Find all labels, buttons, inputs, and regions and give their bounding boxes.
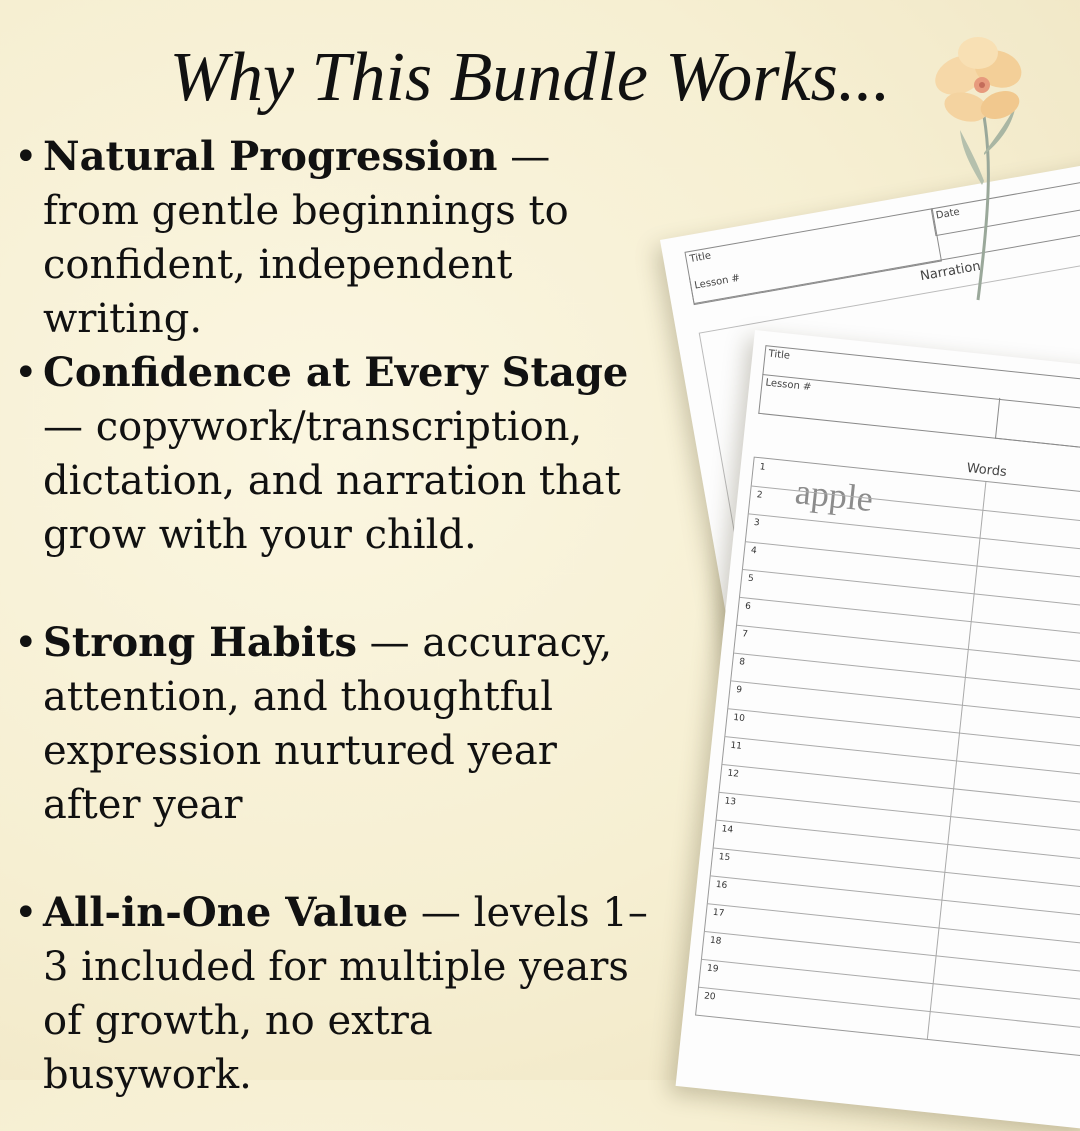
bullet-description: — from gentle beginnings to confident, independent writing. [43,134,569,342]
bullet-description: — levels 1–3 included for multiple years of growth, no extra busywork. [43,890,648,1098]
row-number: 20 [703,991,716,1003]
words-heading: Words [965,460,1008,481]
bullet-dot: • [14,350,38,396]
row-line [711,875,1080,920]
row-number: 15 [718,852,731,864]
row-number: 10 [732,712,746,725]
row-number: 6 [744,601,752,613]
date-label: Date [935,206,961,222]
bullet-description: — copywork/transcription, dictation, and narration that grow with your child. [43,404,621,558]
bullet-heading: All-in-One Value [43,889,409,936]
row-number: 1 [759,462,766,473]
title-label: Title [688,250,712,266]
row-line [705,931,1080,976]
sample-word: apple [793,471,876,520]
row-line [740,597,1080,642]
row-number: 7 [741,629,749,640]
narration-heading: Narration [919,258,982,285]
row-line [737,625,1080,670]
bullet-description: — accuracy, attention, and thoughtful expression nurtured year after year [43,620,613,828]
bullet-item [14,346,654,562]
row-line [725,736,1080,781]
row-number: 13 [724,796,737,808]
row-number: 18 [709,935,722,947]
bullet-heading: Confidence at Every Stage [43,349,629,396]
row-number: 14 [721,824,734,836]
row-line [728,708,1080,753]
words-grid [695,457,1080,1060]
row-number: 11 [729,740,743,752]
row-line [743,569,1080,614]
row-line [731,680,1080,725]
row-number: 3 [753,517,761,529]
row-line [714,848,1080,893]
row-line [717,820,1080,865]
row-number: 9 [735,685,743,696]
bullet-item [14,616,654,832]
row-line [722,764,1080,809]
bullet-item [14,130,654,346]
title-label: Title [767,348,791,362]
row-line [734,653,1080,698]
page-title: Why This Bundle Works... [169,39,891,116]
lesson-label: Lesson # [764,377,812,394]
lesson-side-box [995,398,1080,458]
bullet-dot: • [14,890,38,936]
row-number: 12 [726,768,740,780]
row-number: 5 [747,573,755,585]
row-line [719,792,1080,837]
row-number: 2 [756,490,763,501]
bullet-heading: Natural Progression [43,133,498,180]
row-line [708,903,1080,948]
bullet-heading: Strong Habits [43,619,357,666]
row-number: 4 [750,545,758,557]
row-number: 17 [712,907,725,919]
row-number: 19 [706,963,719,975]
lesson-label: Lesson # [693,272,741,292]
bullet-dot: • [14,620,38,666]
bullet-item [14,886,654,1102]
row-number: 16 [715,879,728,892]
flower-illustration [920,35,1040,315]
row-number: 8 [738,657,746,668]
row-line [746,541,1080,586]
row-line [749,513,1080,558]
bullet-dot: • [14,134,38,180]
